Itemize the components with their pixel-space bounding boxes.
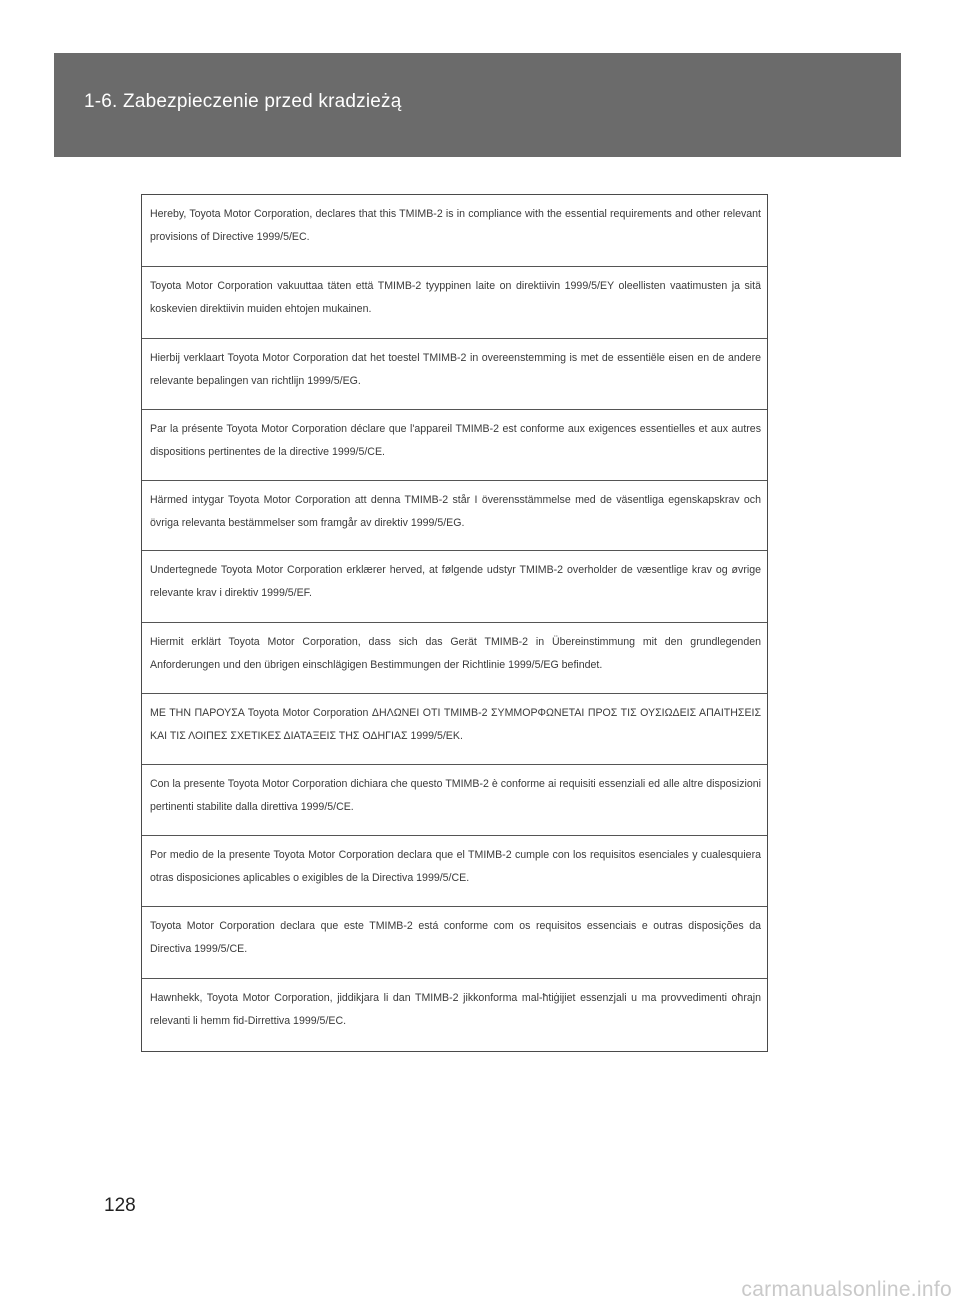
section-title: 1-6. Zabezpieczenie przed kradzieżą xyxy=(84,91,402,112)
declaration-text: Toyota Motor Corporation declara que este TMIMB-2 está conforme com os requisitos essenciais e outras disposições da Directiva 1999/5/CE. xyxy=(150,920,761,955)
declaration-text: Hawnhekk, Toyota Motor Corporation, jiddikjara li dan TMIMB-2 jikkonforma mal-ħtiġijiet essenzjali u ma provvedimenti oħrajn relevanti li hemm fid-Dirrettiva 1999/5/EC. xyxy=(150,992,761,1027)
section-header xyxy=(54,53,901,157)
declaration-text: ΜΕ ΤΗΝ ΠΑΡΟΥΣΑ Toyota Motor Corporation ΔΗΛΩΝΕΙ ΟΤΙ TMIMB-2 ΣΥΜΜΟΡΦΩΝΕΤΑΙ ΠΡΟΣ ΤΙΣ ΟΥΣΙΩΔΕΙΣ ΑΠΑΙΤΗΣΕΙΣ ΚΑΙ ΤΙΣ ΛΟΙΠΕΣ ΣΧΕΤΙΚΕΣ ΔΙΑΤΑΞΕΙΣ ΤΗΣ ΟΔΗΓΙΑΣ 1999/5/ΕΚ. xyxy=(150,707,761,742)
declaration-text: Undertegnede Toyota Motor Corporation erklærer herved, at følgende udstyr TMIMB-2 overholder de væsentlige krav og øvrige relevante krav i direktiv 1999/5/EF. xyxy=(150,564,761,599)
declaration-row-el xyxy=(142,694,767,765)
declaration-text: Toyota Motor Corporation vakuuttaa täten että TMIMB-2 tyyppinen laite on direktiivin 1999/5/EY oleellisten vaatimusten ja sitä koskevien direktiivin muiden ehtojen mukainen. xyxy=(150,280,761,315)
declaration-row-es xyxy=(142,836,767,907)
declaration-row-pt xyxy=(142,907,767,979)
page-number: 128 xyxy=(104,1195,136,1216)
declaration-row-it xyxy=(142,765,767,836)
declaration-text: Con la presente Toyota Motor Corporation dichiara che questo TMIMB-2 è conforme ai requisiti essenziali ed alle altre disposizioni pertinenti stabilite dalla direttiva 1999/5/CE. xyxy=(150,778,761,813)
declaration-row-da xyxy=(142,551,767,623)
declaration-row-fi xyxy=(142,267,767,339)
declaration-row-nl xyxy=(142,339,767,410)
declaration-text: Par la présente Toyota Motor Corporation déclare que l'appareil TMIMB-2 est conforme aux exigences essentielles et aux autres dispositions pertinentes de la directive 1999/5/CE. xyxy=(150,423,761,458)
declaration-text: Hereby, Toyota Motor Corporation, declares that this TMIMB-2 is in compliance with the essential requirements and other relevant provisions of Directive 1999/5/EC. xyxy=(150,208,761,243)
declaration-text: Hiermit erklärt Toyota Motor Corporation, dass sich das Gerät TMIMB-2 in Übereinstimmung mit den grundlegenden Anforderungen und den übrigen einschlägigen Bestimmungen der Richtlinie 1999/5/EG befindet. xyxy=(150,636,761,671)
declaration-text: Härmed intygar Toyota Motor Corporation att denna TMIMB-2 står I överensstämmelse med de väsentliga egenskapskrav och övriga relevanta bestämmelser som framgår av direktiv 1999/5/EG. xyxy=(150,494,761,529)
declaration-text: Hierbij verklaart Toyota Motor Corporation dat het toestel TMIMB-2 in overeenstemming is met de essentiële eisen en de andere relevante bepalingen van richtlijn 1999/5/EG. xyxy=(150,352,761,387)
declaration-row-sv xyxy=(142,481,767,551)
watermark: carmanualsonline.info xyxy=(741,1278,952,1301)
declaration-text: Por medio de la presente Toyota Motor Corporation declara que el TMIMB-2 cumple con los requisitos esenciales y cualesquiera otras disposiciones aplicables o exigibles de la Directiva 1999/5/CE. xyxy=(150,849,761,884)
declaration-row-fr xyxy=(142,410,767,481)
declaration-row-mt xyxy=(142,979,767,1051)
declaration-row-en xyxy=(142,195,767,267)
declaration-table xyxy=(141,194,768,1052)
declaration-row-de xyxy=(142,623,767,694)
